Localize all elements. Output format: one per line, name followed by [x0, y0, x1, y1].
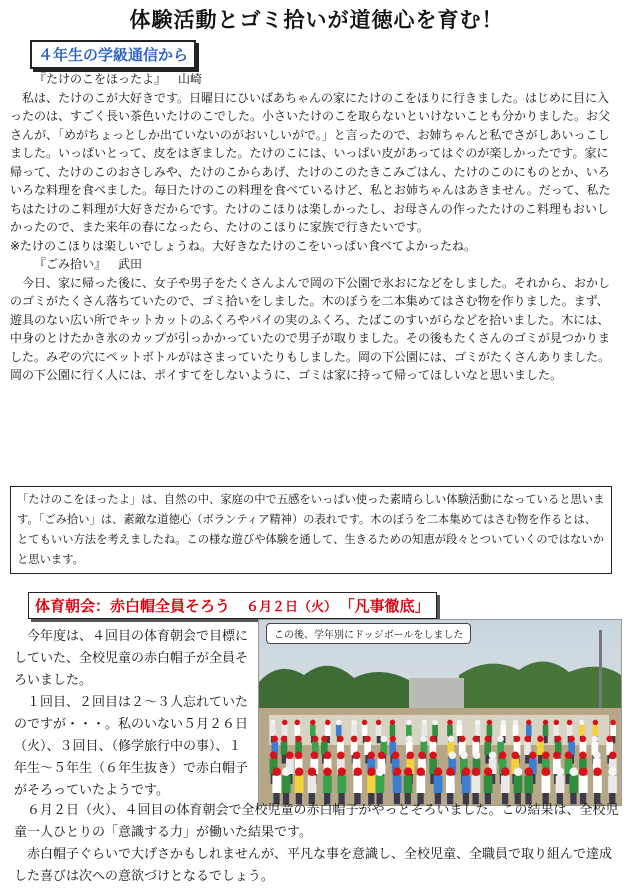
assembly-paragraph-3: ６月２日（火）、４回目の体育朝会で全校児童の赤白帽子がやっとそろいました。この結果は、全校児童一人ひとりの「意識する力」が働いた結果です。 [14, 803, 619, 840]
teacher-note: ※たけのこほりは楽しいでしょうね。大好きなたけのこをいっぱい食べてよかったね。 [10, 238, 477, 253]
assembly-paragraph-2: １回目、２回目は２～３人忘れていたのですが・・・。私のいない５月２６日（火）、３回目、（修学旅行中の事）、１年生～５年生（６年生抜き）で赤白帽子がそろっていたようです。 [14, 695, 249, 798]
essay-1-author: 山崎 [178, 72, 203, 86]
assembly-photo [258, 619, 622, 806]
essay-1-paragraph: 私は、たけのこが大好きです。日曜日にひいばあちゃんの家にたけのこをほりに行きました。はじめに目に入ったのは、すごく長い茶色いたけのこでした。小さいたけのこを取らないといけないことも分かりました。お父さんが、「めがちょっとしか出ていないのがおいしいがで。」と言ったので、お姉ちゃんと私でさがしあいっこしました。いっぱいとって、皮をはぎました。たけのこには、いっぱい皮があってはぐのが楽しかったです。家に帰って、たけのこのおさしみや、たけのこからあげ、たけのこのたきこみごはん、たけのこのにものとか、いろいろな料理を食べました。毎日たけのこの料理を食べているけど、私とお姉ちゃんはあきません。だって、私たちはたけのこ料理が大好きだからです。たけのこほりは楽しかったし、お母さんの作ったたけのこ料理もおいしかったので、また来年の春になったら、たけのこほりに家族で行きたいです。 [10, 90, 611, 234]
assembly-heading [28, 592, 437, 619]
assembly-motto: 「凡事徹底」 [347, 597, 430, 615]
assembly-text-left [14, 626, 254, 802]
assembly-paragraph-1: 今年度は、４回目の体育朝会で目標にしていた、全校児童の赤白帽子が全員そろいました。 [14, 629, 249, 688]
essay-2-header [10, 255, 620, 274]
assembly-date: ６月２日（火） [246, 600, 338, 615]
photo-caption: この後、学年別にドッジボールをしました [266, 623, 471, 644]
essay-2-paragraph: 今日、家に帰った後に、女子や男子をたくさんよんで岡の下公園で氷おになどをしました。それから、おかしのゴミがたくさん落ちていたので、ゴミ拾いをしました。木のぼうを二本集めてはさむ物を作りました。まず、遊具のない広い所でキットカットのふくろやパイの実のふくろ、たばこのすいがらなどを拾いました。木には、中身のとけたかき氷のカップが引っかかっていたので男子が取りました。その後もたくさんのゴミが見つかりました。みぞの穴にペットボトルがはさまっていたりもしました。岡の下公園には、ゴミがたくさんありました。岡の下公園に行く人には、ポイすてをしないように、ゴミは家に持って帰ってほしいなと思いました。 [10, 275, 611, 382]
essay-2-title: 『ごみ拾い』 [34, 257, 107, 271]
essay-2-author: 武田 [118, 257, 143, 271]
essay-1-title: 『たけのこをほったよ』 [34, 72, 167, 86]
essay-1-header [10, 70, 620, 89]
assembly-title: 体育朝会：赤白帽全員そろう [35, 597, 231, 615]
assembly-paragraph-4: 赤白帽子ぐらいで大げさかもしれませんが、平凡な事を意識し、全校児童、全職員で取り組んで達成した喜びは次への意欲づけとなるでしょう。 [14, 847, 613, 884]
assembly-text-wide [14, 800, 620, 888]
essay-section [10, 70, 620, 385]
page-title: 体験活動とゴミ拾いが道徳心を育む！ [129, 8, 504, 32]
teacher-comment-box: 「たけのこをほったよ」は、自然の中、家庭の中で五感をいっぱい使った素晴らしい体験活動になっていると思います。「ごみ拾い」は、素敵な道徳心（ボランティア精神）の表れです。木のぼうを二本集めてはさむ物を作るとは、とてもいい方法を考えましたね。この様な遊びや体験を通して、生きるための知恵が段々とついていくのではないかと思います。 [10, 486, 612, 574]
class-report-heading: ４年生の学級通信から [30, 40, 196, 69]
